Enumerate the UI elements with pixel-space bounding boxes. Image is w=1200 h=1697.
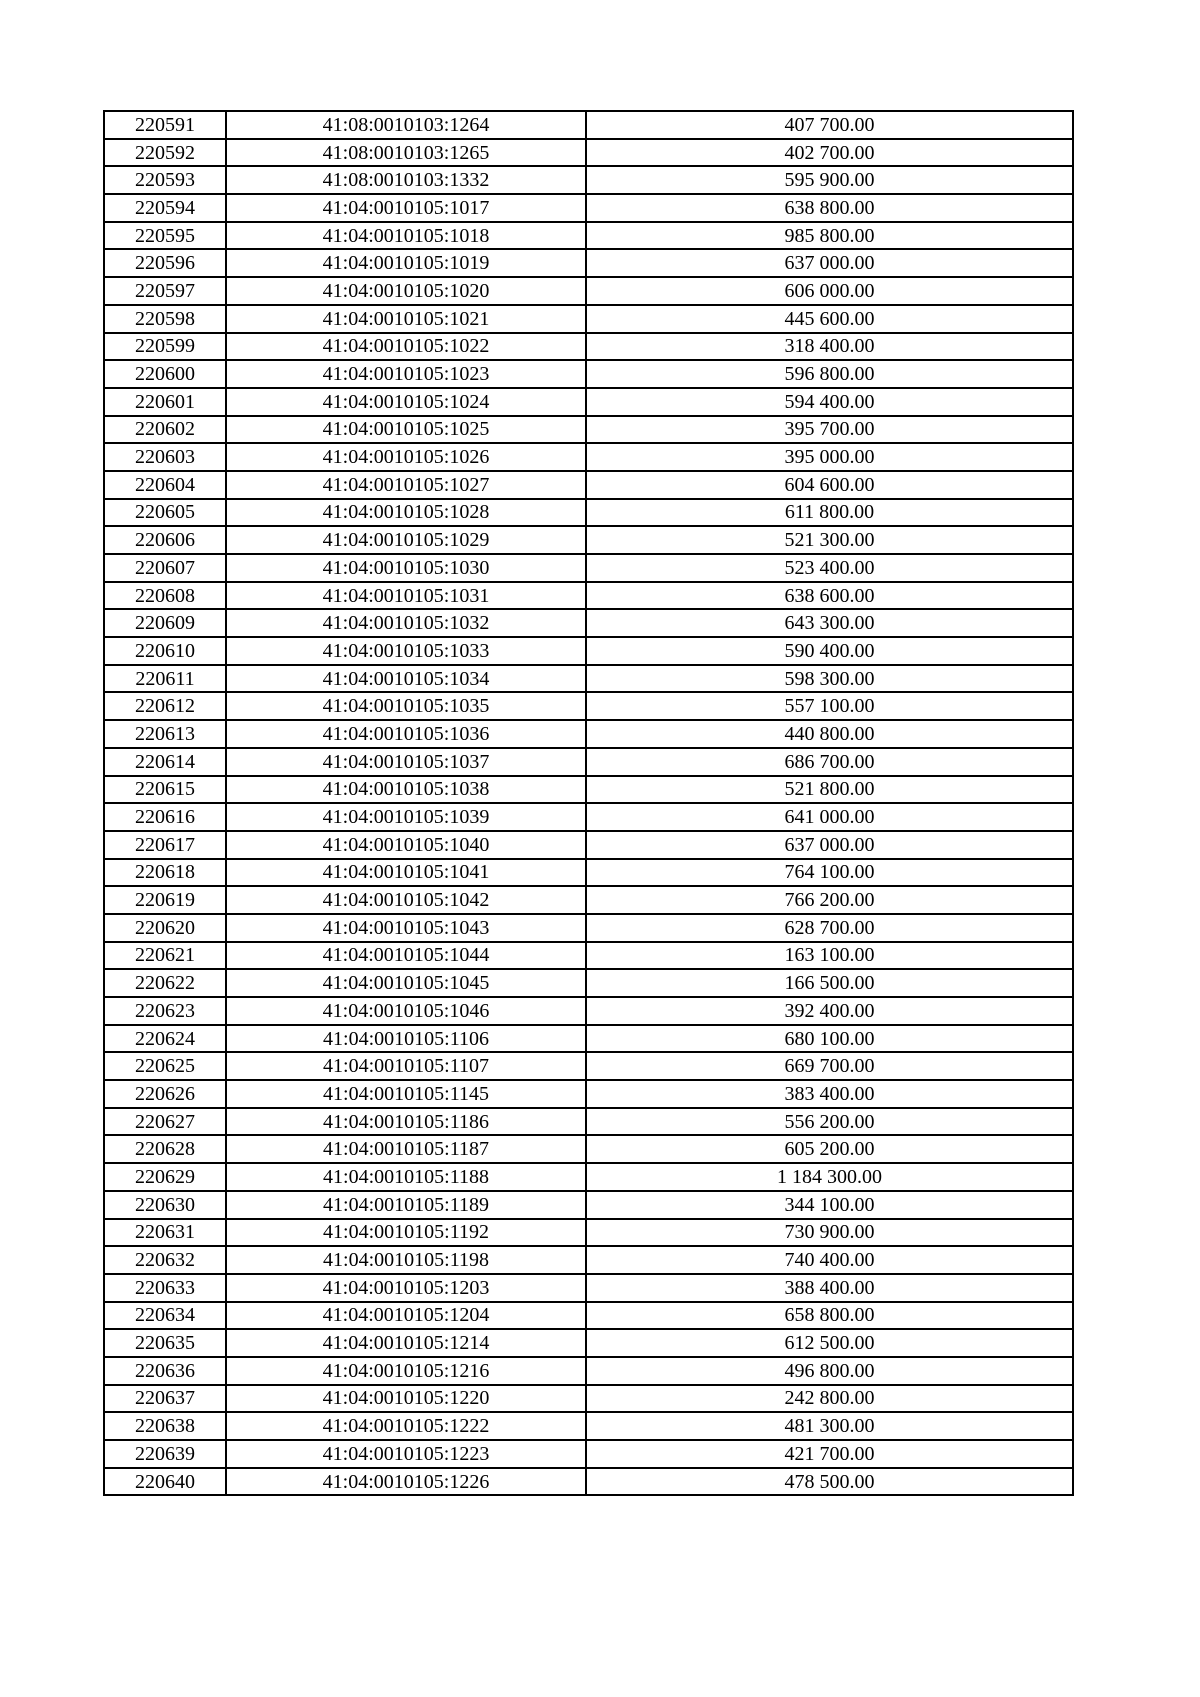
- table-row: [104, 1025, 1073, 1053]
- cadastral-number-cell: 41:04:0010105:1026: [226, 443, 586, 471]
- table-row: [104, 582, 1073, 610]
- cadastral-number-cell: 41:04:0010105:1020: [226, 277, 586, 305]
- row-number-cell: 220603: [104, 443, 226, 471]
- row-number-cell: 220596: [104, 249, 226, 277]
- table-row: [104, 997, 1073, 1025]
- cadastral-number-cell: 41:04:0010105:1203: [226, 1274, 586, 1302]
- row-number-cell: 220604: [104, 471, 226, 499]
- cadastral-value-cell: 556 200.00: [586, 1108, 1073, 1136]
- cadastral-value-cell: 611 800.00: [586, 499, 1073, 527]
- cadastral-value-cell: 521 800.00: [586, 776, 1073, 804]
- cadastral-value-cell: 496 800.00: [586, 1357, 1073, 1385]
- cadastral-number-cell: 41:04:0010105:1038: [226, 776, 586, 804]
- table-row: [104, 139, 1073, 167]
- table-row: [104, 969, 1073, 997]
- cadastral-value-cell: 392 400.00: [586, 997, 1073, 1025]
- cadastral-number-cell: 41:04:0010105:1044: [226, 942, 586, 970]
- table-row: [104, 194, 1073, 222]
- cadastral-number-cell: 41:04:0010105:1028: [226, 499, 586, 527]
- table-row: [104, 499, 1073, 527]
- cadastral-number-cell: 41:04:0010105:1019: [226, 249, 586, 277]
- table-row: [104, 416, 1073, 444]
- cadastral-value-cell: 604 600.00: [586, 471, 1073, 499]
- cadastral-number-cell: 41:04:0010105:1223: [226, 1440, 586, 1468]
- cadastral-number-cell: 41:04:0010105:1189: [226, 1191, 586, 1219]
- cadastral-number-cell: 41:04:0010105:1145: [226, 1080, 586, 1108]
- cadastral-value-cell: 590 400.00: [586, 637, 1073, 665]
- cadastral-value-cell: 166 500.00: [586, 969, 1073, 997]
- table-row: [104, 1440, 1073, 1468]
- cadastral-number-cell: 41:04:0010105:1046: [226, 997, 586, 1025]
- cadastral-number-cell: 41:04:0010105:1029: [226, 526, 586, 554]
- cadastral-number-cell: 41:04:0010105:1106: [226, 1025, 586, 1053]
- table-row: [104, 692, 1073, 720]
- cadastral-value-cell: 598 300.00: [586, 665, 1073, 693]
- cadastral-value-cell: 643 300.00: [586, 609, 1073, 637]
- cadastral-value-cell: 1 184 300.00: [586, 1163, 1073, 1191]
- cadastral-value-cell: 445 600.00: [586, 305, 1073, 333]
- row-number-cell: 220614: [104, 748, 226, 776]
- table-row: [104, 1108, 1073, 1136]
- cadastral-value-cell: 402 700.00: [586, 139, 1073, 167]
- table-row: [104, 748, 1073, 776]
- cadastral-number-cell: 41:04:0010105:1192: [226, 1219, 586, 1247]
- cadastral-number-cell: 41:04:0010105:1045: [226, 969, 586, 997]
- row-number-cell: 220619: [104, 886, 226, 914]
- row-number-cell: 220629: [104, 1163, 226, 1191]
- table-row: [104, 1052, 1073, 1080]
- cadastral-value-cell: 388 400.00: [586, 1274, 1073, 1302]
- table-row: [104, 388, 1073, 416]
- cadastral-value-cell: 628 700.00: [586, 914, 1073, 942]
- cadastral-number-cell: 41:04:0010105:1034: [226, 665, 586, 693]
- row-number-cell: 220602: [104, 416, 226, 444]
- cadastral-number-cell: 41:08:0010103:1265: [226, 139, 586, 167]
- row-number-cell: 220618: [104, 859, 226, 887]
- cadastral-number-cell: 41:04:0010105:1023: [226, 360, 586, 388]
- cadastral-number-cell: 41:04:0010105:1214: [226, 1329, 586, 1357]
- table-row: [104, 886, 1073, 914]
- cadastral-number-cell: 41:04:0010105:1022: [226, 333, 586, 361]
- row-number-cell: 220598: [104, 305, 226, 333]
- table-row: [104, 1219, 1073, 1247]
- row-number-cell: 220620: [104, 914, 226, 942]
- cadastral-number-cell: 41:04:0010105:1204: [226, 1302, 586, 1330]
- cadastral-value-cell: 407 700.00: [586, 111, 1073, 139]
- row-number-cell: 220600: [104, 360, 226, 388]
- table-row: [104, 1329, 1073, 1357]
- cadastral-number-cell: 41:04:0010105:1107: [226, 1052, 586, 1080]
- cadastral-number-cell: 41:04:0010105:1037: [226, 748, 586, 776]
- row-number-cell: 220624: [104, 1025, 226, 1053]
- table-row: [104, 277, 1073, 305]
- table-row: [104, 637, 1073, 665]
- row-number-cell: 220626: [104, 1080, 226, 1108]
- table-row: [104, 942, 1073, 970]
- row-number-cell: 220621: [104, 942, 226, 970]
- cadastral-value-cell: 730 900.00: [586, 1219, 1073, 1247]
- table-row: [104, 1246, 1073, 1274]
- cadastral-number-cell: 41:04:0010105:1187: [226, 1135, 586, 1163]
- cadastral-number-cell: 41:04:0010105:1036: [226, 720, 586, 748]
- row-number-cell: 220638: [104, 1412, 226, 1440]
- row-number-cell: 220610: [104, 637, 226, 665]
- table-row: [104, 859, 1073, 887]
- cadastral-number-cell: 41:08:0010103:1264: [226, 111, 586, 139]
- table-row: [104, 111, 1073, 139]
- table-row: [104, 803, 1073, 831]
- row-number-cell: 220628: [104, 1135, 226, 1163]
- row-number-cell: 220637: [104, 1385, 226, 1413]
- table-row: [104, 1385, 1073, 1413]
- cadastral-value-cell: 740 400.00: [586, 1246, 1073, 1274]
- cadastral-value-cell: 638 800.00: [586, 194, 1073, 222]
- cadastral-number-cell: 41:04:0010105:1018: [226, 222, 586, 250]
- table-row: [104, 1080, 1073, 1108]
- cadastral-value-cell: 478 500.00: [586, 1468, 1073, 1496]
- table-row: [104, 1412, 1073, 1440]
- cadastral-value-cell: 421 700.00: [586, 1440, 1073, 1468]
- cadastral-number-cell: 41:04:0010105:1039: [226, 803, 586, 831]
- cadastral-number-cell: 41:04:0010105:1188: [226, 1163, 586, 1191]
- cadastral-value-cell: 481 300.00: [586, 1412, 1073, 1440]
- row-number-cell: 220627: [104, 1108, 226, 1136]
- row-number-cell: 220599: [104, 333, 226, 361]
- table-row: [104, 776, 1073, 804]
- row-number-cell: 220608: [104, 582, 226, 610]
- table-row: [104, 1468, 1073, 1496]
- cadastral-number-cell: 41:04:0010105:1222: [226, 1412, 586, 1440]
- cadastral-number-cell: 41:04:0010105:1186: [226, 1108, 586, 1136]
- table-body: [104, 111, 1073, 1495]
- row-number-cell: 220632: [104, 1246, 226, 1274]
- cadastral-value-cell: 637 000.00: [586, 831, 1073, 859]
- cadastral-number-cell: 41:04:0010105:1035: [226, 692, 586, 720]
- cadastral-number-cell: 41:04:0010105:1040: [226, 831, 586, 859]
- row-number-cell: 220630: [104, 1191, 226, 1219]
- row-number-cell: 220612: [104, 692, 226, 720]
- table-row: [104, 526, 1073, 554]
- cadastral-value-cell: 318 400.00: [586, 333, 1073, 361]
- cadastral-value-cell: 985 800.00: [586, 222, 1073, 250]
- table-row: [104, 1191, 1073, 1219]
- table-row: [104, 1274, 1073, 1302]
- row-number-cell: 220595: [104, 222, 226, 250]
- cadastral-value-table: [103, 110, 1074, 1496]
- cadastral-value-cell: 242 800.00: [586, 1385, 1073, 1413]
- table-row: [104, 914, 1073, 942]
- row-number-cell: 220611: [104, 665, 226, 693]
- table-row: [104, 831, 1073, 859]
- table-row: [104, 360, 1073, 388]
- cadastral-value-cell: 680 100.00: [586, 1025, 1073, 1053]
- cadastral-number-cell: 41:04:0010105:1198: [226, 1246, 586, 1274]
- table-row: [104, 333, 1073, 361]
- cadastral-value-cell: 440 800.00: [586, 720, 1073, 748]
- cadastral-number-cell: 41:04:0010105:1027: [226, 471, 586, 499]
- row-number-cell: 220597: [104, 277, 226, 305]
- cadastral-value-cell: 557 100.00: [586, 692, 1073, 720]
- row-number-cell: 220616: [104, 803, 226, 831]
- row-number-cell: 220606: [104, 526, 226, 554]
- table-row: [104, 443, 1073, 471]
- cadastral-number-cell: 41:04:0010105:1032: [226, 609, 586, 637]
- cadastral-number-cell: 41:04:0010105:1216: [226, 1357, 586, 1385]
- table-row: [104, 471, 1073, 499]
- row-number-cell: 220609: [104, 609, 226, 637]
- table-row: [104, 665, 1073, 693]
- cadastral-value-cell: 638 600.00: [586, 582, 1073, 610]
- table-row: [104, 1163, 1073, 1191]
- cadastral-value-cell: 764 100.00: [586, 859, 1073, 887]
- row-number-cell: 220613: [104, 720, 226, 748]
- cadastral-value-cell: 637 000.00: [586, 249, 1073, 277]
- cadastral-number-cell: 41:04:0010105:1033: [226, 637, 586, 665]
- table-row: [104, 1135, 1073, 1163]
- row-number-cell: 220639: [104, 1440, 226, 1468]
- table-row: [104, 720, 1073, 748]
- row-number-cell: 220634: [104, 1302, 226, 1330]
- cadastral-number-cell: 41:08:0010103:1332: [226, 166, 586, 194]
- row-number-cell: 220635: [104, 1329, 226, 1357]
- cadastral-value-cell: 658 800.00: [586, 1302, 1073, 1330]
- cadastral-number-cell: 41:04:0010105:1021: [226, 305, 586, 333]
- cadastral-number-cell: 41:04:0010105:1226: [226, 1468, 586, 1496]
- table-row: [104, 554, 1073, 582]
- table-row: [104, 1357, 1073, 1385]
- cadastral-value-cell: 669 700.00: [586, 1052, 1073, 1080]
- row-number-cell: 220615: [104, 776, 226, 804]
- cadastral-number-cell: 41:04:0010105:1042: [226, 886, 586, 914]
- cadastral-value-cell: 521 300.00: [586, 526, 1073, 554]
- cadastral-value-cell: 595 900.00: [586, 166, 1073, 194]
- table-row: [104, 222, 1073, 250]
- cadastral-value-cell: 606 000.00: [586, 277, 1073, 305]
- cadastral-number-cell: 41:04:0010105:1041: [226, 859, 586, 887]
- cadastral-value-cell: 596 800.00: [586, 360, 1073, 388]
- row-number-cell: 220593: [104, 166, 226, 194]
- row-number-cell: 220636: [104, 1357, 226, 1385]
- row-number-cell: 220640: [104, 1468, 226, 1496]
- cadastral-value-cell: 612 500.00: [586, 1329, 1073, 1357]
- cadastral-number-cell: 41:04:0010105:1024: [226, 388, 586, 416]
- row-number-cell: 220622: [104, 969, 226, 997]
- cadastral-value-cell: 594 400.00: [586, 388, 1073, 416]
- cadastral-value-cell: 605 200.00: [586, 1135, 1073, 1163]
- cadastral-value-cell: 395 700.00: [586, 416, 1073, 444]
- row-number-cell: 220605: [104, 499, 226, 527]
- row-number-cell: 220607: [104, 554, 226, 582]
- row-number-cell: 220623: [104, 997, 226, 1025]
- cadastral-value-cell: 641 000.00: [586, 803, 1073, 831]
- row-number-cell: 220591: [104, 111, 226, 139]
- row-number-cell: 220633: [104, 1274, 226, 1302]
- table-row: [104, 1302, 1073, 1330]
- row-number-cell: 220625: [104, 1052, 226, 1080]
- table-row: [104, 166, 1073, 194]
- row-number-cell: 220617: [104, 831, 226, 859]
- cadastral-value-cell: 344 100.00: [586, 1191, 1073, 1219]
- row-number-cell: 220601: [104, 388, 226, 416]
- cadastral-value-cell: 163 100.00: [586, 942, 1073, 970]
- row-number-cell: 220594: [104, 194, 226, 222]
- cadastral-value-cell: 686 700.00: [586, 748, 1073, 776]
- cadastral-number-cell: 41:04:0010105:1030: [226, 554, 586, 582]
- row-number-cell: 220631: [104, 1219, 226, 1247]
- cadastral-number-cell: 41:04:0010105:1220: [226, 1385, 586, 1413]
- cadastral-number-cell: 41:04:0010105:1025: [226, 416, 586, 444]
- cadastral-value-cell: 395 000.00: [586, 443, 1073, 471]
- cadastral-value-cell: 766 200.00: [586, 886, 1073, 914]
- row-number-cell: 220592: [104, 139, 226, 167]
- cadastral-value-cell: 383 400.00: [586, 1080, 1073, 1108]
- table-row: [104, 609, 1073, 637]
- table-row: [104, 249, 1073, 277]
- cadastral-value-cell: 523 400.00: [586, 554, 1073, 582]
- cadastral-number-cell: 41:04:0010105:1043: [226, 914, 586, 942]
- cadastral-number-cell: 41:04:0010105:1031: [226, 582, 586, 610]
- cadastral-number-cell: 41:04:0010105:1017: [226, 194, 586, 222]
- table-row: [104, 305, 1073, 333]
